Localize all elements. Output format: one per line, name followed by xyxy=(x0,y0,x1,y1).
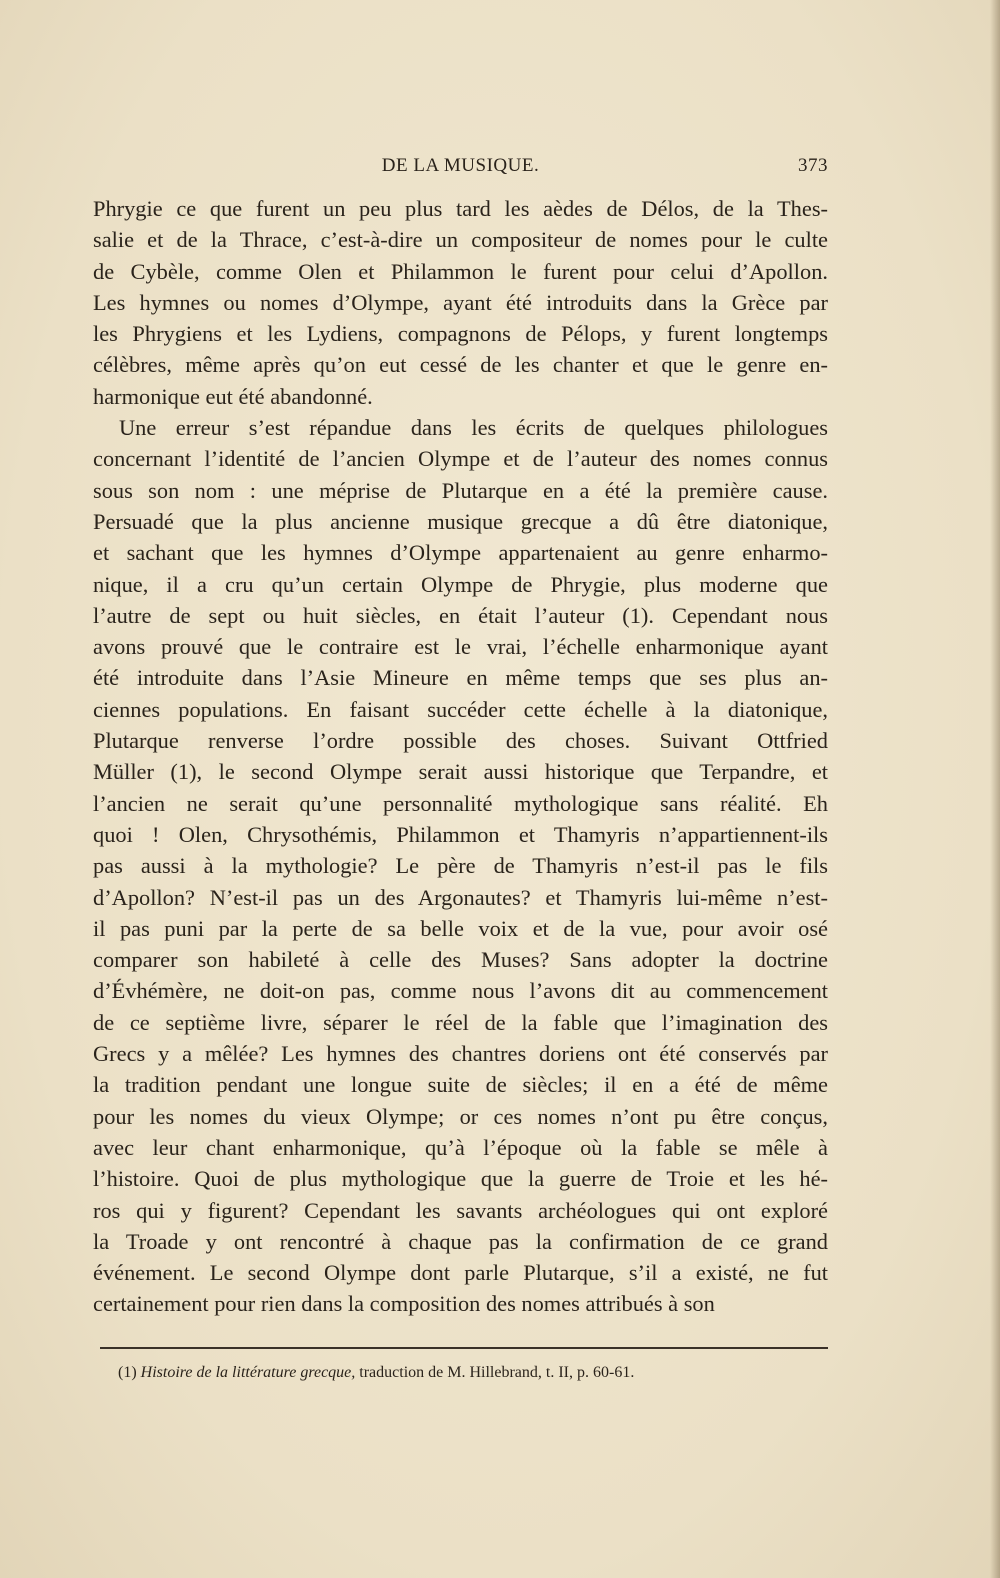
text-line: il pas puni par la perte de sa belle voix et de la vue, pour avoir osé xyxy=(93,915,828,941)
page-number: 373 xyxy=(798,155,828,176)
text-line: pour les nomes du vieux Olympe; or ces nomes n’ont pu être conçus, xyxy=(93,1103,828,1129)
running-title: DE LA MUSIQUE. xyxy=(381,155,540,176)
text-line: nique, il a cru qu’un certain Olympe de Phrygie, plus moderne que xyxy=(93,571,828,597)
text-line: quoi ! Olen, Chrysothémis, Philammon et Thamyris n’appartiennent-ils xyxy=(93,821,828,847)
text-line: Une erreur s’est répandue dans les écrits de quelques philologues xyxy=(119,415,828,441)
text-line: l’ancien ne serait qu’une personnalité mythologique sans réalité. Eh xyxy=(93,790,828,816)
text-line: l’autre de sept ou huit siècles, en était l’auteur (1). Cependant nous xyxy=(93,602,828,628)
text-line: la tradition pendant une longue suite de siècles; il en a été de même xyxy=(93,1072,828,1098)
text-line: avec leur chant enharmonique, qu’à l’époque où la fable se mêle à xyxy=(93,1134,828,1160)
footnote-separator xyxy=(100,1347,828,1349)
text-line: Phrygie ce que furent un peu plus tard les aèdes de Délos, de la Thes- xyxy=(93,196,828,221)
text-line: pas aussi à la mythologie? Le père de Thamyris n’est-il pas le fils xyxy=(93,853,828,879)
text-line: salie et de la Thrace, c’est-à-dire un compositeur de nomes pour le culte xyxy=(93,227,828,253)
text-line: d’Apollon? N’est-il pas un des Argonautes? et Thamyris lui-même n’est- xyxy=(93,884,828,910)
text-line: été introduite dans l’Asie Mineure en même temps que ses plus an- xyxy=(93,665,828,691)
text-line: Les hymnes ou nomes d’Olympe, ayant été introduits dans la Grèce par xyxy=(93,289,828,315)
text-line: ros qui y figurent? Cependant les savants archéologues qui ont exploré xyxy=(93,1197,828,1223)
text-line: d’Évhémère, ne doit-on pas, comme nous l’avons dit au commencement xyxy=(93,978,828,1004)
text-line: Plutarque renverse l’ordre possible des choses. Suivant Ottfried xyxy=(93,728,828,754)
text-line: harmonique eut été abandonné. xyxy=(93,383,373,409)
text-line: les Phrygiens et les Lydiens, compagnons de Pélops, y furent longtemps xyxy=(93,321,828,347)
page-edge-shadow xyxy=(990,0,1000,1578)
footnote xyxy=(118,1364,818,1382)
text-line: l’histoire. Quoi de plus mythologique que la guerre de Troie et les hé- xyxy=(93,1166,828,1192)
text-line: de ce septième livre, séparer le réel de la fable que l’imagination des xyxy=(93,1009,828,1035)
text-line: ciennes populations. En faisant succéder cette échelle à la diatonique, xyxy=(93,696,828,722)
footnote-title: Histoire de la littérature grecque, xyxy=(140,1364,356,1381)
text-line: comparer son habileté à celle des Muses? Sans adopter la doctrine xyxy=(93,947,828,973)
text-line: Grecs y a mêlée? Les hymnes des chantres doriens ont été conservés par xyxy=(93,1041,828,1067)
text-line: célèbres, même après qu’on eut cessé de les chanter et que le genre en- xyxy=(93,352,828,378)
text-line: la Troade y ont rencontré à chaque pas la confirmation de ce grand xyxy=(93,1228,828,1254)
text-line: avons prouvé que le contraire est le vrai, l’échelle enharmonique ayant xyxy=(93,634,828,660)
paragraph xyxy=(93,193,828,412)
page-header xyxy=(93,155,828,185)
body-text xyxy=(93,193,828,1320)
text-line: sous son nom : une méprise de Plutarque en a été la première cause. xyxy=(93,477,828,503)
text-line: événement. Le second Olympe dont parle Plutarque, s’il a existé, ne fut xyxy=(93,1260,828,1286)
paragraph xyxy=(93,412,828,1320)
text-line: de Cybèle, comme Olen et Philammon le furent pour celui d’Apollon. xyxy=(93,258,828,284)
text-line: concernant l’identité de l’ancien Olympe et de l’auteur des nomes connus xyxy=(93,446,828,472)
text-line: et sachant que les hymnes d’Olympe appartenaient au genre enharmo- xyxy=(93,540,828,566)
footnote-text: traduction de M. Hillebrand, t. II, p. 60-61. xyxy=(359,1364,635,1381)
text-line: Müller (1), le second Olympe serait aussi historique que Terpandre, et xyxy=(93,759,828,785)
text-line: Persuadé que la plus ancienne musique grecque a dû être diatonique, xyxy=(93,508,828,534)
footnote-marker: (1) xyxy=(118,1364,137,1381)
text-line: certainement pour rien dans la composition des nomes attribués à son xyxy=(93,1291,715,1317)
